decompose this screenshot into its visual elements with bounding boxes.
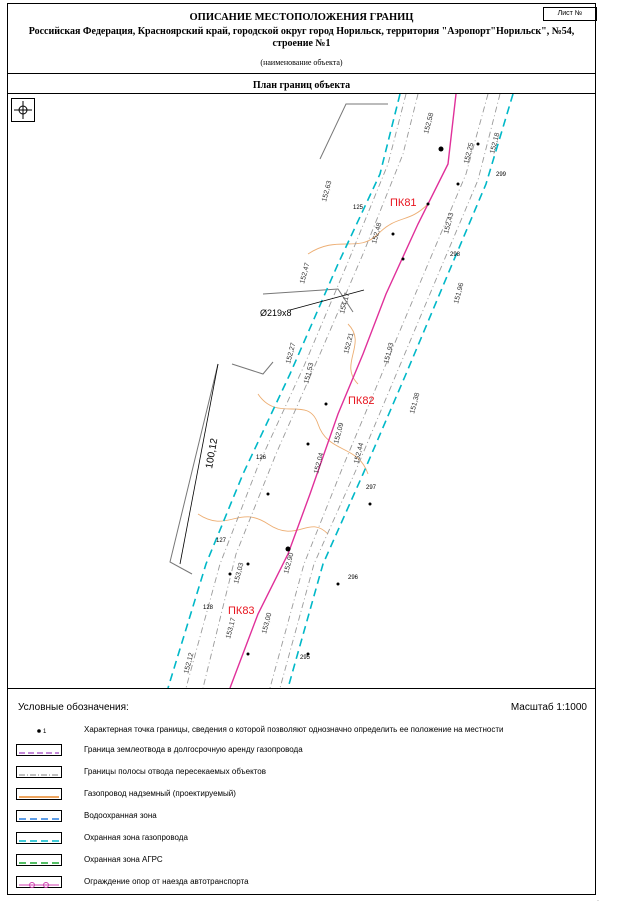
protection-zone-left <box>168 94 400 688</box>
legend-label: Характерная точка границы, сведения о которой позволяют однозначно определить ее положение на местности <box>84 725 504 734</box>
purple-dash <box>16 744 62 756</box>
point-number: 126 <box>256 455 267 461</box>
elevation-label: 151,38 <box>409 392 422 415</box>
north-arrow-icon <box>11 98 35 122</box>
pipe-leader <box>290 290 364 310</box>
elevation-label: 154,17 <box>339 292 352 315</box>
elevation-label: 152,12 <box>183 652 196 675</box>
divider <box>7 73 596 74</box>
object-name <box>25 26 578 50</box>
plan-title: План границ объекта <box>252 80 351 91</box>
point-number: 125 <box>353 205 364 211</box>
legend-heading: Условные обозначения: <box>18 702 129 713</box>
legend-label: Охранная зона АГРС <box>84 855 163 864</box>
protection-zone <box>168 94 513 688</box>
picket-label: ПК81 <box>390 197 417 209</box>
boundary-point <box>286 547 291 552</box>
point-number: 295 <box>300 655 311 661</box>
pipeline-axis <box>230 94 456 688</box>
allotment-line <box>270 94 488 688</box>
allotment-line <box>280 94 500 688</box>
legend-row <box>16 724 586 738</box>
legend-row <box>16 854 586 868</box>
scale-label: Масштаб 1:1000 <box>510 702 587 713</box>
point-number: 128 <box>203 605 214 611</box>
legend-row <box>16 810 586 824</box>
boundary-point <box>229 573 232 576</box>
svg-text:1: 1 <box>43 729 47 735</box>
boundary-point <box>427 203 430 206</box>
legend-row <box>16 788 586 802</box>
fence-icon <box>16 876 62 888</box>
elevation-label: 152,21 <box>343 332 356 355</box>
legend-row <box>16 744 586 758</box>
allotment-line <box>186 94 406 688</box>
point-number: 296 <box>348 575 359 581</box>
elevation-label: 152,18 <box>489 132 502 155</box>
allotment-line <box>203 94 418 688</box>
blue-dash <box>16 810 62 822</box>
legend-row <box>16 766 586 780</box>
boundary-point <box>325 403 328 406</box>
boundary-point <box>402 258 405 261</box>
document-title: ОПИСАНИЕ МЕСТОПОЛОЖЕНИЯ ГРАНИЦ <box>189 12 414 23</box>
gas-contour <box>308 204 428 254</box>
boundary-point <box>337 583 340 586</box>
footer-mark: · <box>597 898 599 904</box>
boundary-plan-map[interactable] <box>8 94 595 688</box>
elevation-label: 152,04 <box>313 452 326 475</box>
dimension-label: 100,12 <box>204 437 221 470</box>
boundary-point <box>457 183 460 186</box>
legend-label: Газопровод надземный (проектируемый) <box>84 789 236 798</box>
legend-row <box>16 832 586 846</box>
elevation-label: 153,17 <box>225 617 238 640</box>
point-number: 299 <box>496 172 507 178</box>
pipe-size-label: Ø219x8 <box>260 308 292 318</box>
object-name-note: (наименование объекта) <box>260 58 343 67</box>
point-number: 127 <box>216 538 227 544</box>
boundary-point <box>247 563 250 566</box>
grey-dashdot <box>16 766 62 778</box>
protection-zone-right <box>288 94 513 688</box>
gas-contour <box>198 514 328 534</box>
elevation-label: 152,90 <box>283 552 296 575</box>
elevation-label: 152,44 <box>353 442 366 465</box>
elevation-label: 152,27 <box>285 342 298 365</box>
elevation-label: 152,63 <box>321 180 334 203</box>
legend-label: Охранная зона газопровода <box>84 833 188 842</box>
elevation-label: 152,48 <box>371 222 384 245</box>
boundary-point <box>307 443 310 446</box>
map-drawing <box>8 94 595 688</box>
elevation-label: 152,25 <box>463 142 476 165</box>
picket-label: ПК83 <box>228 605 255 617</box>
elevation-label: 151,53 <box>303 362 316 385</box>
elevation-label: 152,09 <box>333 422 346 445</box>
boundary-point <box>477 143 480 146</box>
structure-outline <box>320 104 388 159</box>
legend-label: Ограждение опор от наезда автотранспорта <box>84 877 249 886</box>
legend-label: Водоохранная зона <box>84 811 157 820</box>
boundary-point <box>439 147 444 152</box>
legend-row <box>16 876 586 890</box>
allotment-lines <box>186 94 500 688</box>
boundary-point <box>392 233 395 236</box>
cyan-dash <box>16 832 62 844</box>
picket-label: ПК82 <box>348 395 375 407</box>
legend-label: Границы полосы отвода пересекаемых объектов <box>84 767 266 776</box>
elevation-label: 152,58 <box>423 112 436 135</box>
elevation-label: 151,96 <box>453 282 466 305</box>
legend-label: Граница землеотвода в долгосрочную аренду газопровода <box>84 745 303 754</box>
boundary-point <box>247 653 250 656</box>
elevation-label: 153,03 <box>233 562 246 585</box>
green-dash <box>16 854 62 866</box>
divider <box>7 688 596 689</box>
elevation-label: 152,43 <box>443 212 456 235</box>
structure-outline <box>232 362 273 374</box>
boundary-point <box>369 503 372 506</box>
sheet-number-box: Лист № <box>543 7 597 21</box>
point-icon <box>16 724 62 736</box>
object-name-line2: строение №1 <box>272 38 331 49</box>
point-number: 298 <box>450 252 461 258</box>
elevation-label: 153,00 <box>261 612 274 635</box>
object-name-line1: Российская Федерация, Красноярский край, городской округ город Норильск, территория "Аэропорт"Норильск", №54, <box>28 26 575 37</box>
point-number: 297 <box>366 485 377 491</box>
elevation-marks <box>183 112 501 675</box>
boundary-point <box>267 493 270 496</box>
orange-solid <box>16 788 62 800</box>
elevation-label: 151,93 <box>383 342 396 365</box>
elevation-label: 152,47 <box>299 262 312 285</box>
